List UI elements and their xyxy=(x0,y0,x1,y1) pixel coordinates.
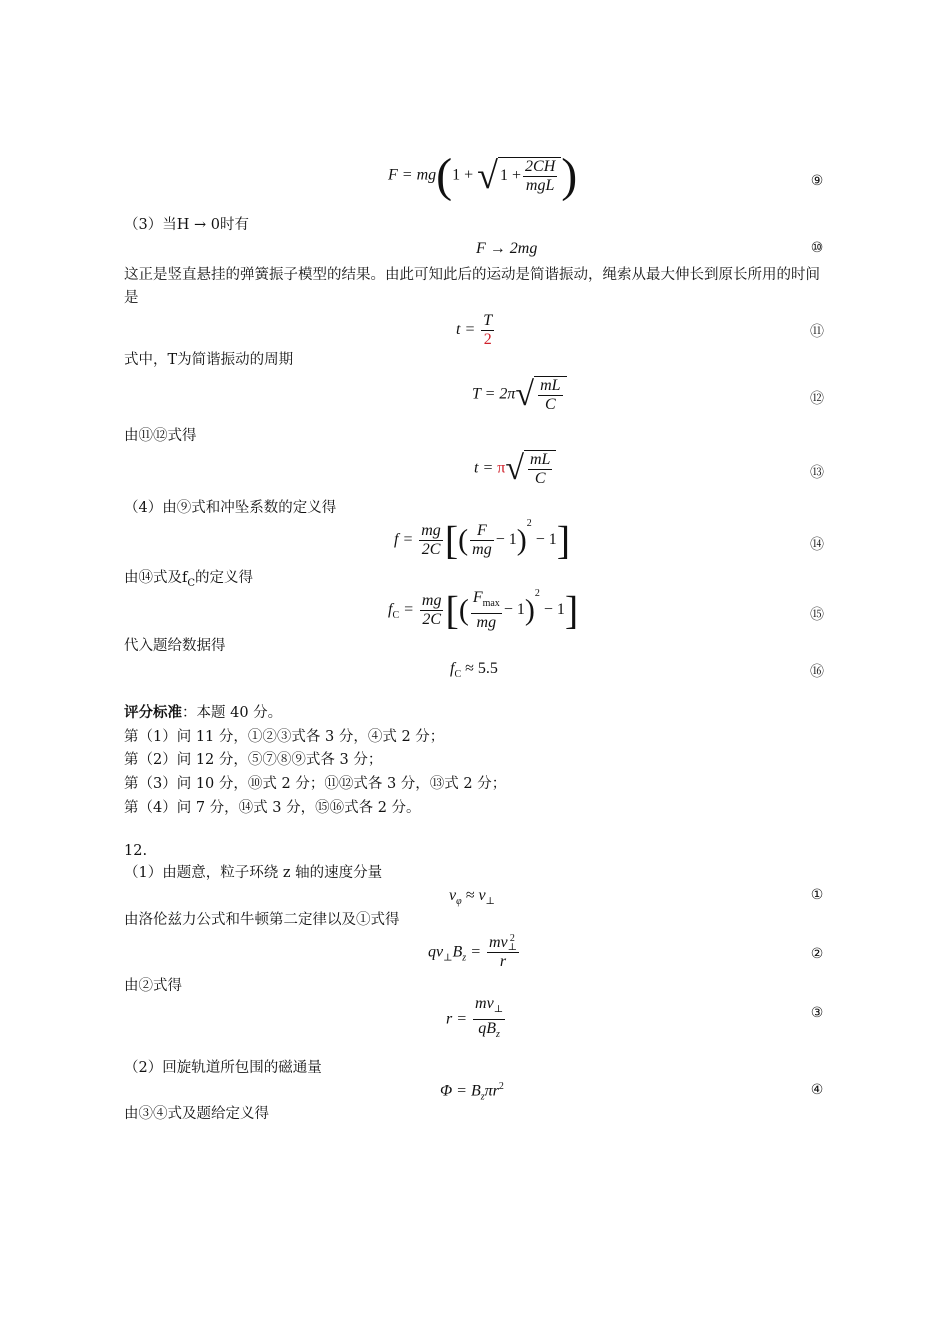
text-q4-intro: （4）由⑨式和冲坠系数的定义得 xyxy=(124,500,337,516)
m3-num-sub: ⊥ xyxy=(493,1004,504,1016)
eq16-f: f xyxy=(450,660,455,677)
text-from-14-b: 的定义得 xyxy=(195,570,254,586)
text-from-11-12: 由⑪⑫式得 xyxy=(124,428,197,444)
eq15-eq: = xyxy=(399,601,414,618)
m2-Bsub: z xyxy=(462,952,467,964)
equation-10: F → 2mg xyxy=(476,240,538,257)
question-12-label: 12. xyxy=(124,843,148,859)
m4-rest: πr xyxy=(484,1082,499,1100)
equation-m1 xyxy=(449,887,495,907)
equation-16 xyxy=(450,660,498,680)
eq14-inner-den: mg xyxy=(472,540,492,558)
text-q12-p5: 由③④式及题给定义得 xyxy=(124,1106,269,1122)
m3-num: mv xyxy=(475,995,494,1012)
text-paragraph: 这正是竖直悬挂的弹簧振子模型的结果。由此可知此后的运动是简谐振动，绳索从最大伸长到原长所用的时间是 xyxy=(124,267,820,306)
equation-12: T = 2π√ $\frac{mL}{C}$ xyxy=(472,376,567,414)
m4-sub: z xyxy=(480,1091,485,1103)
paren-open: ( xyxy=(436,149,453,202)
eq9-num: 2CH xyxy=(525,158,556,175)
eq9-inner: 1 + xyxy=(500,167,522,185)
eq9-sqrt: √ 1 + $\frac{2CH}{\text{mgL}}$ xyxy=(477,154,561,198)
m3-lhs: r = xyxy=(446,1010,468,1028)
eq16-rest: ≈ 5.5 xyxy=(461,660,498,677)
eq9-one: 1 + xyxy=(452,166,474,184)
eq-number-15: ⑮ xyxy=(810,607,824,623)
m1-sub2: ⊥ xyxy=(485,896,495,908)
m4-lhs: Φ = B xyxy=(440,1082,481,1100)
eq12-den: C xyxy=(544,396,556,413)
m2-sub: ⊥ xyxy=(443,952,453,964)
m2-num: mv xyxy=(489,934,508,951)
eq14-minus2: − 1 xyxy=(535,531,557,548)
m4-sup: 2 xyxy=(498,1081,504,1092)
eq-number-m4: ④ xyxy=(810,1082,824,1098)
equation-13: t = π√ $\frac{mL}{C}$ xyxy=(474,450,556,488)
eq14-lhs: f = xyxy=(394,531,414,548)
eq15-minus2: − 1 xyxy=(543,601,565,618)
eq14-num: mg xyxy=(421,521,441,539)
equation-11 xyxy=(456,312,496,349)
eq14-den: 2C xyxy=(421,540,441,558)
equation-m3 xyxy=(446,995,507,1044)
eq16-sub: C xyxy=(454,669,462,681)
eq15-inner-num: F xyxy=(472,588,483,606)
eq15-minus1: − 1 xyxy=(503,601,525,618)
equation-m4 xyxy=(440,1081,504,1103)
eq13-den: C xyxy=(534,470,546,487)
text-from-14 xyxy=(124,568,253,594)
text-q12-p4: （2）回旋轨道所包围的磁通量 xyxy=(124,1060,322,1076)
eq-number-16: ⑯ xyxy=(810,664,824,680)
equation-15: $f_C$ = $\frac{mg}{2C}$ [( $\frac{F_{max}}{mg}$ − 1)$^2$ − 1] xyxy=(388,587,579,633)
eq13-pi: π xyxy=(497,459,506,477)
eq15-lhs: f xyxy=(388,601,393,618)
eq14-inner-num: F xyxy=(470,522,494,541)
eq-number-m1: ① xyxy=(810,887,824,903)
m2-B: B xyxy=(452,943,463,961)
m2-num-sup: 2 xyxy=(509,933,515,945)
eq14-minus1: − 1 xyxy=(495,531,517,548)
eq11-den: 2 xyxy=(483,331,492,348)
eq11-num: T xyxy=(483,312,493,329)
eq9-lhs: F = mg xyxy=(388,166,437,184)
m3-den-sub: z xyxy=(496,1029,500,1041)
eq-number-m3: ③ xyxy=(810,1005,824,1021)
scoring-heading xyxy=(124,703,282,723)
eq12-lhs: T = 2π xyxy=(472,385,516,403)
text-substitute: 代入题给数据得 xyxy=(124,638,226,654)
eq-number-10: ⑩ xyxy=(810,240,824,256)
m2-eq: = xyxy=(466,943,481,961)
m3-den: qB xyxy=(478,1020,496,1038)
equation-9 xyxy=(388,149,578,212)
scoring-line-1: 第（1）问 11 分，①②③式各 3 分，④式 2 分； xyxy=(124,729,445,745)
text-q12-p2: 由洛伦兹力公式和牛顿第二定律以及①式得 xyxy=(124,912,400,928)
eq15-exp: 2 xyxy=(534,588,540,599)
eq14-exp: 2 xyxy=(526,518,532,529)
scoring-label: 评分标准 xyxy=(124,704,182,721)
eq15-inner-den: mg xyxy=(476,613,497,631)
scoring-line-2: 第（2）问 12 分，⑤⑦⑧⑨式各 3 分； xyxy=(124,752,383,768)
text-q12-p3: 由②式得 xyxy=(124,978,182,994)
eq-number-12: ⑫ xyxy=(810,391,824,407)
text-period: 式中，T为简谐振动的周期 xyxy=(124,352,294,368)
m1-sub: φ xyxy=(456,896,462,908)
eq15-sub: C xyxy=(392,610,400,622)
eq9-den: mgL xyxy=(525,177,555,194)
equation-14: f = $\frac{mg}{2C}$ [( $\frac{F}{mg}$ − 1)$^2$ − 1] xyxy=(394,517,571,563)
eq13-num: mL xyxy=(530,451,551,468)
m1-lhs: v xyxy=(449,887,457,904)
eq15-num: mg xyxy=(421,591,442,609)
equation-m2 xyxy=(428,934,521,971)
m1-mid: ≈ v xyxy=(461,887,486,904)
paren-close: ) xyxy=(561,149,578,202)
text-q3-intro: （3）当H → 0时有 xyxy=(124,217,249,233)
eq15-inner-sub: max xyxy=(482,597,500,609)
m2-den: r xyxy=(499,953,507,971)
m2-num-sub: ⊥ xyxy=(507,942,518,954)
eq-number-9: ⑨ xyxy=(810,173,824,189)
eq-number-m2: ② xyxy=(810,946,824,962)
m2-lhs: qv xyxy=(428,943,444,961)
scoring-line-4: 第（4）问 7 分，⑭式 3 分，⑮⑯式各 2 分。 xyxy=(124,800,421,816)
eq-number-13: ⑬ xyxy=(810,465,824,481)
eq-number-14: ⑭ xyxy=(810,537,824,553)
eq15-den: 2C xyxy=(422,610,442,628)
eq13-lhs: t = xyxy=(474,459,494,477)
text-from-14-sub: C xyxy=(187,577,196,589)
text-from-14-a: 由⑭式及f xyxy=(124,570,188,586)
scoring-rest: ：本题 40 分。 xyxy=(182,705,283,721)
scoring-line-3: 第（3）问 10 分，⑩式 2 分；⑪⑫式各 3 分，⑬式 2 分； xyxy=(124,776,507,792)
eq11-lhs: t = xyxy=(456,321,476,339)
text-q12-p1: （1）由题意，粒子环绕 z 轴的速度分量 xyxy=(124,865,383,881)
eq12-num: mL xyxy=(540,377,561,394)
eq-number-11: ⑪ xyxy=(810,324,824,340)
